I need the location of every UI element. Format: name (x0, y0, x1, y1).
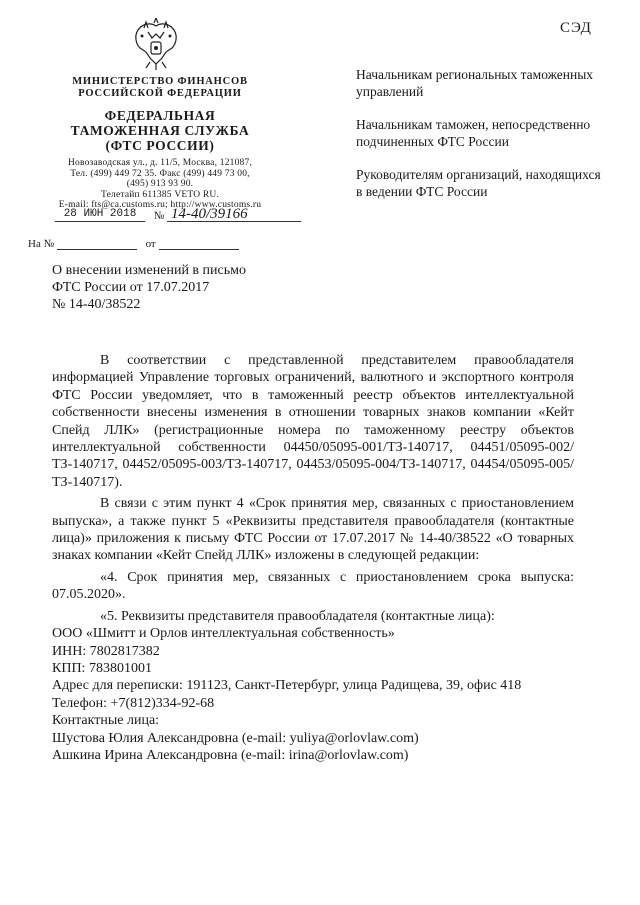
body-line: Адрес для переписки: 191123, Санкт-Петербург, улица Радищева, 39, офис 418 (52, 678, 522, 694)
body-line: ООО «Шмитт и Орлов интеллектуальная собственность» (52, 626, 395, 642)
registration-date: 28 ИЮН 2018 (55, 208, 145, 222)
body-paragraph: В соответствии с представленной представителем правообладателя информацией Управление торговых ограничений, валютного и экспортного контроля ФТС России уведомляет, что в таможенный реестр объектов интеллектуальной собственности внесены изменения в отношении товарных знаков компании «Кейт Спейд ЛЛК» (регистрационные номера по таможенному реестру объектов интеллектуальной собственности 04450/05095-001/ТЗ-140717, 04451/05095-002/ТЗ-140717, 04452/05095-003/ТЗ-140717, 04453/05095-004/ТЗ-140717, 04454/05095-005/ТЗ-140717). (52, 353, 574, 490)
body-line: ИНН: 7802817382 (52, 643, 160, 659)
number-label: № (153, 210, 165, 222)
sed-mark: СЭД (560, 20, 592, 36)
registration-number: 14-40/39166 (167, 208, 301, 222)
recipient-item: Руководителям организаций, находящихся в ведении ФТС России (356, 167, 601, 199)
recipient-item: Начальникам таможен, непосредственно подчиненных ФТС России (356, 117, 591, 149)
body-line: Контактные лица: (52, 713, 160, 729)
ref-date-field (159, 236, 239, 250)
body-line: Шустова Юлия Александровна (e-mail: yuliya@orlovlaw.com) (52, 730, 419, 746)
body-line: Телефон: +7(812)334-92-68 (52, 695, 215, 711)
ref-date-label: от (145, 238, 156, 250)
body-line: Ашкина Ирина Александровна (e-mail: irina@orlovlaw.com) (52, 747, 409, 763)
reference-line (28, 236, 239, 250)
body-paragraph: В связи с этим пункт 4 «Срок принятия мер, связанных с приостановлением выпуска», а также пункт 5 «Реквизиты представителя правообладателя (контактные лица)» приложения к письму ФТС России от 17.07.2017 № 14-40/38522 «О товарных знаках компании «Кейт Спейд ЛЛК» изложены в следующей редакции: (52, 496, 574, 564)
recipient-item: Начальникам региональных таможенных управлений (356, 67, 594, 99)
registration-line (55, 208, 305, 222)
body-paragraph: «5. Реквизиты представителя правообладателя (контактные лица): (100, 608, 495, 624)
ref-number-field (57, 236, 137, 250)
coat-of-arms-icon (130, 18, 182, 72)
ministry-name: МИНИСТЕРСТВО ФИНАНСОВ РОССИЙСКОЙ ФЕДЕРАЦИИ (72, 76, 248, 99)
letter-body (52, 352, 574, 764)
service-name: ФЕДЕРАЛЬНАЯ ТАМОЖЕННАЯ СЛУЖБА (ФТС РОССИИ) (70, 108, 250, 153)
ref-number-label: На № (28, 238, 55, 250)
recipients-block (356, 66, 606, 216)
letter-subject: О внесении изменений в письмо ФТС России от 17.07.2017 № 14-40/38522 (52, 263, 246, 312)
contact-block: Новозаводская ул., д. 11/5, Москва, 121087, Тел. (499) 449 72 35. Факс (499) 449 73 00, (495) 913 93 90. Телетайп 611385 VETO RU. E-mail: fts@ca.customs.ru; http://www.customs.ru (58, 158, 262, 210)
body-line: КПП: 783801001 (52, 660, 152, 676)
body-paragraph: «4. Срок принятия мер, связанных с приостановлением срока выпуска: 07.05.2020». (52, 569, 574, 603)
